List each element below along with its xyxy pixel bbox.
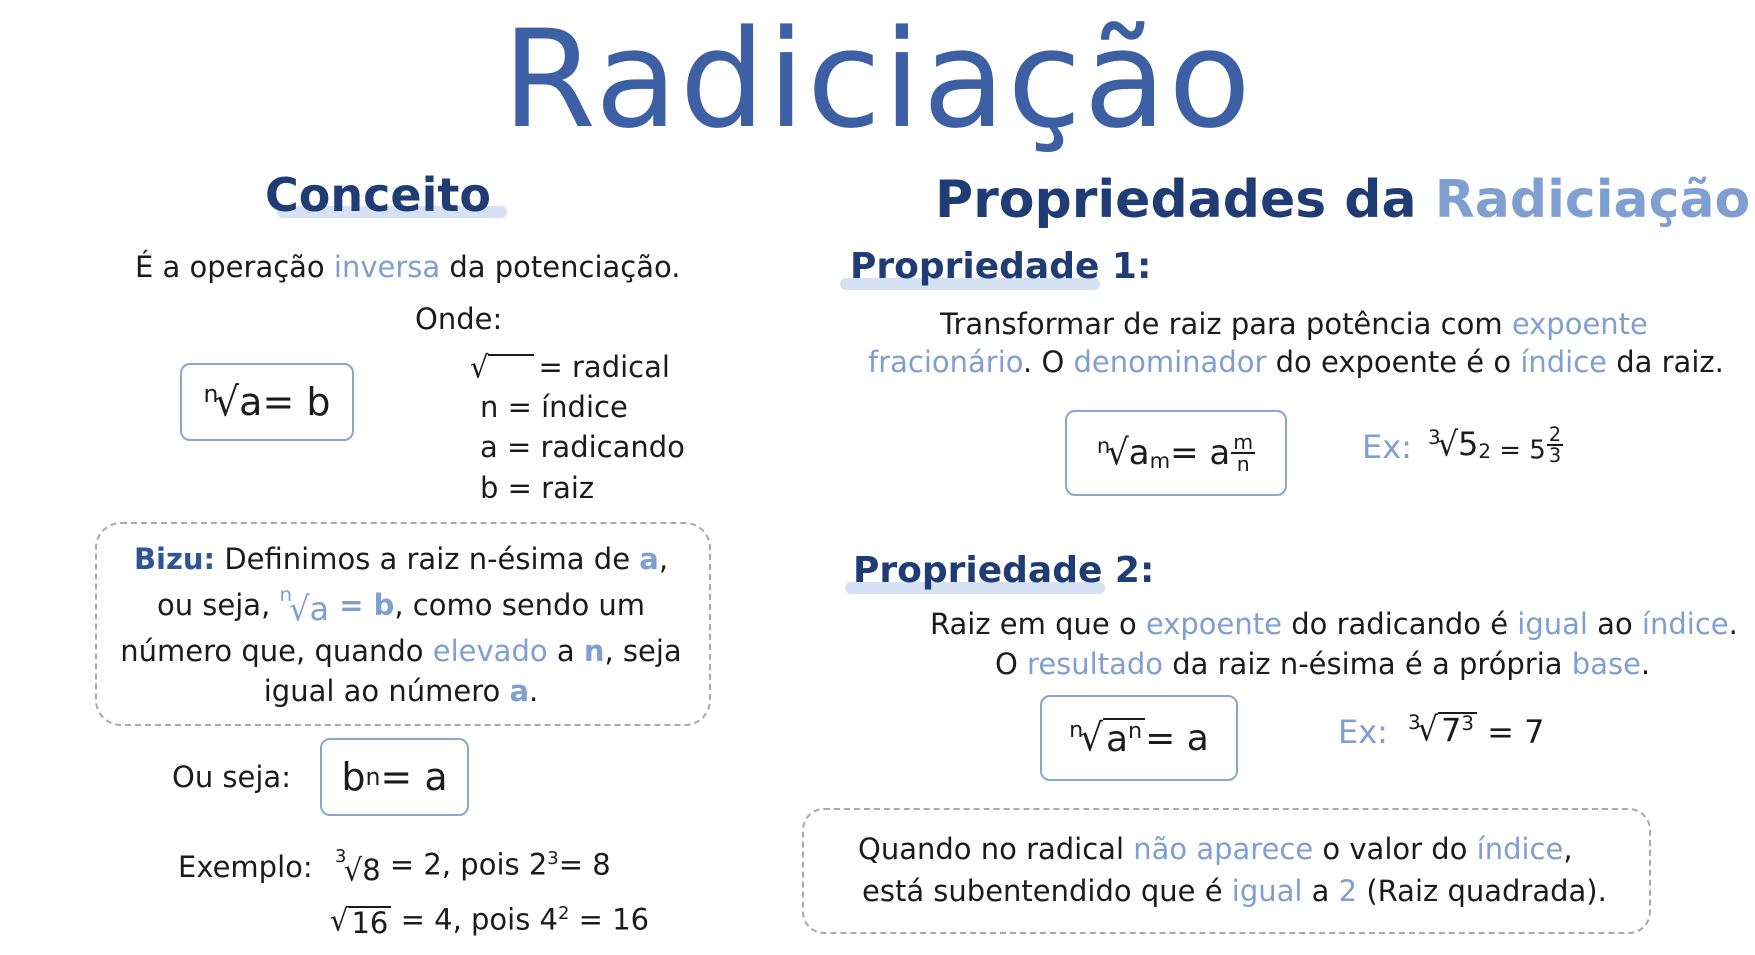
propriedades-heading: Propriedades da Radiciação	[935, 170, 1751, 230]
prop1-line-2: fracionário. O denominador do expoente é o índice da raiz.	[868, 345, 1724, 379]
prop2-line-1: Raiz em que o expoente do radicando é igual ao índice.	[930, 607, 1738, 641]
prop2-heading-wrap	[853, 550, 1154, 591]
bizu-line-2: ou seja, n √ a = b, como sendo um	[156, 583, 646, 629]
prop1-formula-box: n √ a $_m$ = a $\frac{m}{n}$	[1065, 410, 1287, 496]
prop2-heading: Propriedade 2:	[853, 550, 1155, 591]
legend-radicando: a = radicando	[480, 430, 685, 464]
note-box	[802, 808, 1651, 934]
page-title: Radiciação	[502, 1, 1253, 158]
bizu-line-1: Bizu: Definimos a raiz n-ésima de a,	[133, 542, 669, 576]
ou-seja-label: Ou seja:	[172, 760, 291, 794]
bizu-line-4: igual ao número a.	[263, 674, 539, 708]
conceito-definition: É a operação inversa da potenciação.	[135, 250, 681, 284]
prop1-example: Ex: 3 √ 5 $_2$ = 5 $\frac{2}{3}$	[1362, 423, 1562, 468]
onde-label: Onde:	[415, 302, 503, 336]
prop2-example: Ex: 3 √ $7^3$ = 7	[1338, 709, 1545, 751]
exemplo-label: Exemplo:	[178, 850, 313, 884]
legend-indice: n = índice	[480, 390, 628, 424]
prop1-heading-wrap	[850, 246, 1151, 287]
conceito-heading-wrap	[265, 168, 491, 222]
note-line-2: está subentendido que é igual a 2 (Raiz quadrada).	[862, 874, 1607, 908]
bizu-line-3: número que, quando elevado a n, seja	[120, 634, 682, 668]
conceito-heading: Conceito	[265, 168, 491, 222]
prop1-line-1: Transformar de raiz para potência com expoente	[940, 307, 1648, 341]
prop2-formula-box: n √ $a^n$ = a	[1040, 695, 1238, 781]
prop2-line-2: O resultado da raiz n-ésima é a própria base.	[995, 647, 1651, 681]
note-line-1: Quando no radical não aparece o valor do índice,	[858, 832, 1573, 866]
power-box: b n = a	[320, 738, 469, 816]
exemplo-1: 3 √ 8 = 2, pois $2^3= 8$	[335, 846, 611, 888]
exemplo-2: √ 16 = 4, pois $4^2 = 16$	[330, 901, 650, 941]
prop1-heading: Propriedade 1:	[850, 246, 1152, 287]
legend-radical: √ = radical	[470, 349, 670, 385]
legend-raiz: b = raiz	[480, 471, 595, 505]
root-definition-box: n √ a = b	[180, 363, 354, 441]
